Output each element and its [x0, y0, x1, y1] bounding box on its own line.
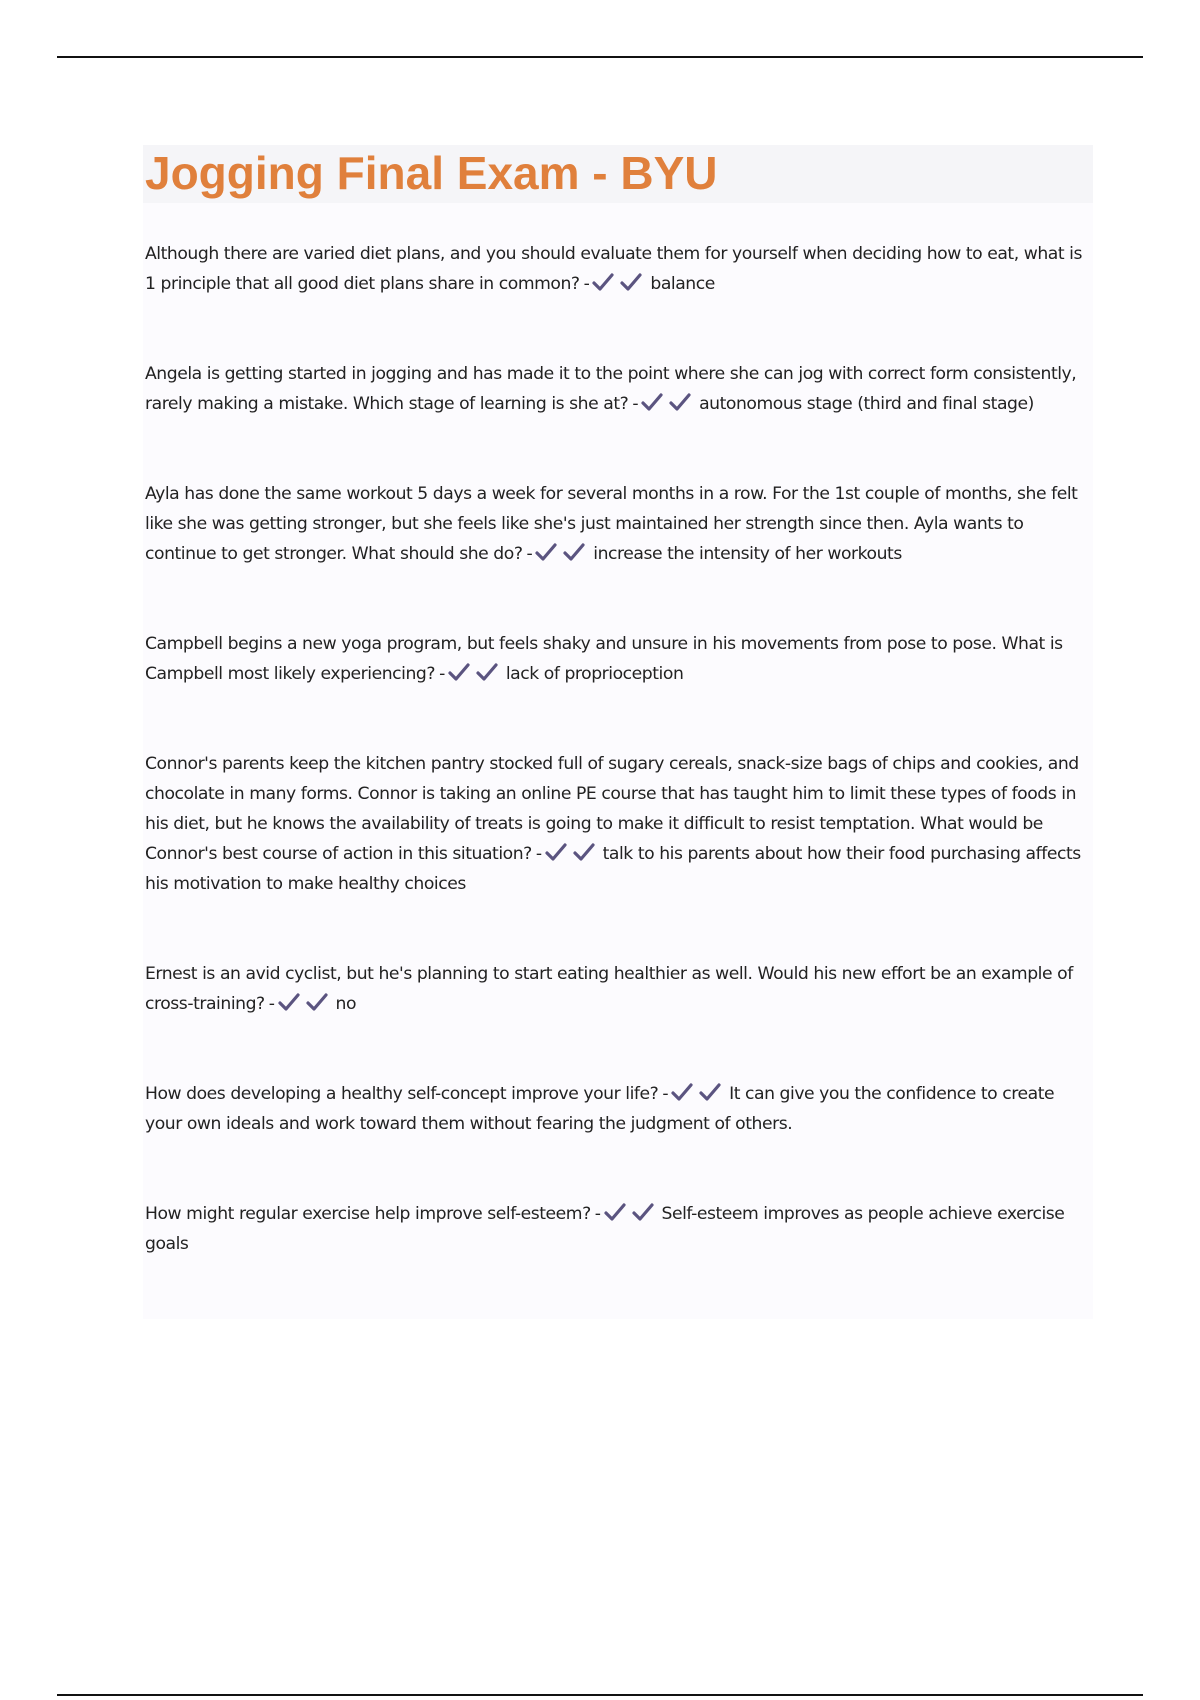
check-marks: [534, 539, 590, 569]
separator: -: [535, 844, 542, 864]
check-icon: [277, 992, 301, 1012]
qa-item: [145, 359, 1093, 419]
check-marks: [640, 389, 696, 419]
check-marks: [603, 1199, 659, 1229]
answer-text: increase the intensity of her workouts: [593, 544, 902, 564]
check-icon: [544, 842, 568, 862]
check-icon: [640, 392, 664, 412]
check-marks: [591, 269, 647, 299]
separator: -: [268, 994, 275, 1014]
check-icon: [305, 992, 329, 1012]
separator: -: [662, 1084, 669, 1104]
check-icon: [698, 1082, 722, 1102]
check-icon: [534, 542, 558, 562]
qa-list: [143, 203, 1093, 1259]
check-icon: [447, 662, 471, 682]
separator: -: [439, 664, 445, 684]
page-title: Jogging Final Exam - BYU: [145, 147, 718, 199]
qa-item: [145, 1199, 1093, 1259]
top-divider: [57, 56, 1143, 58]
question-text: How does developing a healthy self-concept improve your life?: [145, 1084, 659, 1104]
question-text: How might regular exercise help improve self-esteem?: [145, 1204, 591, 1224]
check-icon: [668, 392, 692, 412]
answer-text: no: [335, 994, 357, 1014]
question-text: Campbell begins a new yoga program, but feels shaky and unsure in his movements from pose to pose. What is Campbell most likely experiencing?: [145, 634, 1063, 684]
qa-item: [145, 479, 1093, 569]
check-icon: [572, 842, 596, 862]
separator: -: [632, 394, 639, 414]
check-marks: [277, 989, 333, 1019]
check-icon: [670, 1082, 694, 1102]
separator: -: [583, 274, 590, 294]
check-marks: [447, 659, 503, 689]
check-marks: [544, 839, 600, 869]
qa-item: [145, 749, 1093, 899]
bottom-divider: [57, 1694, 1143, 1696]
answer-text: lack of proprioception: [505, 664, 684, 684]
qa-item: [145, 959, 1093, 1019]
check-icon: [631, 1202, 655, 1222]
answer-text: It can give you the confidence to create your own ideals and work toward them without fearing the judgment of others.: [145, 1084, 1055, 1134]
answer-text: balance: [650, 274, 715, 294]
check-icon: [619, 272, 643, 292]
answer-text: Self-esteem improves as people achieve exercise goals: [145, 1204, 1065, 1254]
question-text: Although there are varied diet plans, and you should evaluate them for yourself when deciding how to eat, what is 1 principle that all good diet plans share in common?: [145, 244, 1082, 294]
question-text: Ernest is an avid cyclist, but he's planning to start eating healthier as well. Would his new effort be an example of cross-training?: [145, 964, 1073, 1014]
question-text: Angela is getting started in jogging and has made it to the point where she can jog with correct form consistently, rarely making a mistake. Which stage of learning is she at?: [145, 364, 1077, 414]
qa-item: [145, 239, 1093, 299]
check-icon: [591, 272, 615, 292]
check-icon: [562, 542, 586, 562]
answer-text: talk to his parents about how their food purchasing affects his motivation to make healthy choices: [145, 844, 1081, 894]
document-body: [143, 145, 1093, 1319]
answer-text: autonomous stage (third and final stage): [699, 394, 1034, 414]
separator: -: [594, 1204, 601, 1224]
qa-item: [145, 1079, 1093, 1139]
qa-item: [145, 629, 1093, 689]
check-marks: [670, 1079, 726, 1109]
check-icon: [475, 662, 499, 682]
question-text: Ayla has done the same workout 5 days a week for several months in a row. For the 1st couple of months, she felt like she was getting stronger, but she feels like she's just maintained her strength since then. Ayla wants to continue to get stronger. What should she do?: [145, 484, 1078, 564]
question-text: Connor's parents keep the kitchen pantry stocked full of sugary cereals, snack-size bags of chips and cookies, and chocolate in many forms. Connor is taking an online PE course that has taught him to limit these types of foods in his diet, but he knows the availability of treats is going to make it difficult to resist temptation. What would be Connor's best course of action in this situation?: [145, 754, 1079, 864]
separator: -: [526, 544, 533, 564]
check-icon: [603, 1202, 627, 1222]
title-band: [143, 145, 1093, 203]
